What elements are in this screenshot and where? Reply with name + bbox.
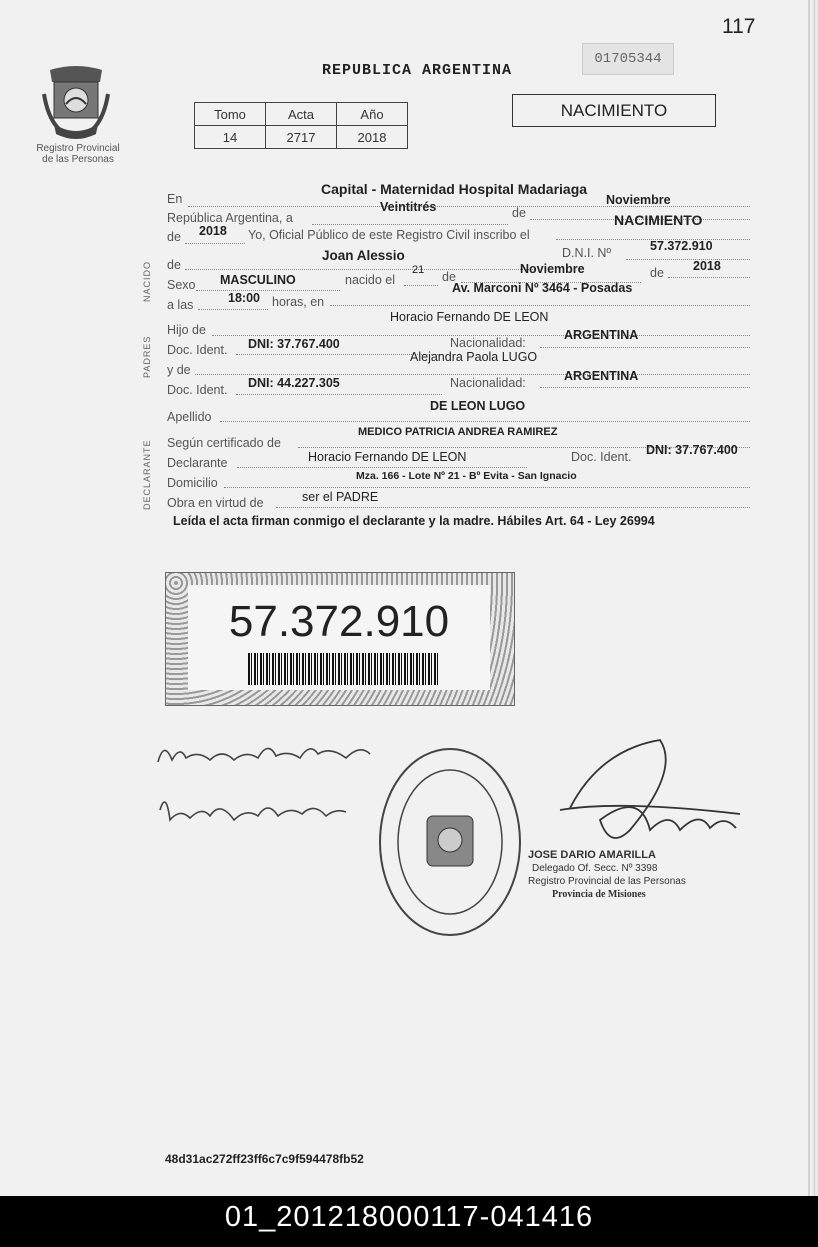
value-tomo: 14 [195, 126, 266, 149]
dotted-line [196, 289, 340, 291]
label-en: En [167, 192, 183, 206]
official-position-2: Registro Provincial de las Personas [528, 876, 686, 887]
label-sexo: Sexo [167, 278, 196, 292]
document-title: REPUBLICA ARGENTINA [322, 62, 513, 79]
value-declarante: Horacio Fernando DE LEON [308, 450, 467, 464]
page-edge [808, 0, 810, 1196]
value-domicilio: Mza. 166 - Lote Nº 21 - Bº Evita - San Ignacio [356, 470, 577, 482]
official-position-1: Delegado Of. Secc. Nº 3398 [532, 863, 658, 874]
dotted-line [626, 258, 750, 260]
dotted-line [330, 304, 750, 306]
label-segun: Según certificado de [167, 436, 281, 450]
barcode [248, 653, 438, 685]
value-hora: 18:00 [228, 291, 260, 305]
value-obra: ser el PADRE [302, 490, 379, 504]
page-edge [814, 0, 815, 1196]
dni-sticker [165, 572, 515, 706]
dotted-line [224, 486, 750, 488]
value-anio: 2018 [337, 126, 408, 149]
dotted-line [668, 276, 750, 278]
value-dia-letras: Veintitrés [380, 200, 437, 214]
document-type-box: NACIMIENTO [512, 94, 716, 127]
label-horas-en: horas, en [272, 295, 325, 309]
value-madre: Alejandra Paola LUGO [410, 350, 538, 364]
label-nacido-el: nacido el [345, 273, 396, 287]
closing-note: Leída el acta firman conmigo el declarante y la madre. Hábiles Art. 64 - Ley 26994 [173, 514, 655, 528]
dotted-line [236, 393, 442, 395]
dotted-line [220, 420, 750, 422]
value-anio: 2018 [199, 224, 227, 238]
label-y-de: y de [167, 363, 191, 377]
official-position-3: Provincia de Misiones [552, 889, 646, 900]
dotted-line [540, 346, 750, 348]
label-dni: D.N.I. Nº [562, 246, 612, 260]
value-padre: Horacio Fernando DE LEON [390, 310, 549, 324]
side-label-padres: PADRES [142, 335, 152, 378]
scan-footer-label: 01_201218000117-041416 [0, 1196, 818, 1247]
value-declarante-doc: DNI: 37.767.400 [646, 443, 738, 457]
provincial-seal-logo [40, 64, 112, 144]
page-number: 117 [722, 15, 756, 38]
label-de-2: de [167, 230, 181, 244]
dotted-line [195, 373, 750, 375]
label-de-5: de [650, 266, 664, 280]
dotted-line [312, 223, 508, 225]
serial-number: 01705344 [582, 43, 674, 75]
dni-sticker-inner [188, 585, 490, 690]
document-hash: 48d31ac272ff23ff6c7c9f594478fb52 [165, 1152, 364, 1166]
label-declarante: Declarante [167, 456, 228, 470]
label-doc-madre: Doc. Ident. [167, 383, 228, 397]
value-nac-mes: Noviembre [520, 262, 585, 276]
label-obra: Obra en virtud de [167, 496, 264, 510]
value-lugar: Capital - Maternidad Hospital Madariaga [321, 181, 588, 197]
label-nac-madre: Nacionalidad: [450, 376, 526, 390]
label-hijo-de: Hijo de [167, 323, 206, 337]
value-madre-nac: ARGENTINA [564, 369, 639, 383]
header-anio: Año [337, 103, 408, 126]
label-republica: República Argentina, a [167, 211, 293, 225]
dotted-line [540, 386, 750, 388]
value-apellido: DE LEON LUGO [430, 399, 526, 413]
dotted-line [185, 268, 535, 270]
dotted-line [185, 242, 245, 244]
official-stamp-text [528, 849, 686, 901]
registro-header-row [195, 103, 408, 126]
logo-caption: Registro Provincial de las Personas [36, 143, 120, 165]
label-a-las: a las [167, 298, 194, 312]
handwritten-signatures [150, 720, 390, 860]
value-mes: Noviembre [606, 193, 671, 207]
side-label-declarante: DECLARANTE [142, 439, 152, 510]
value-acta: 2717 [266, 126, 337, 149]
official-name: JOSE DARIO AMARILLA [528, 849, 656, 861]
value-nac-dia: 21 [412, 264, 425, 276]
value-madre-doc: DNI: 44.227.305 [248, 376, 340, 390]
value-nombre: Joan Alessio [322, 248, 405, 263]
value-padre-doc: DNI: 37.767.400 [248, 337, 340, 351]
value-padre-nac: ARGENTINA [564, 328, 639, 342]
label-de: de [512, 206, 526, 220]
dotted-line [198, 308, 268, 310]
value-nac-anio: 2018 [693, 259, 721, 273]
value-dni: 57.372.910 [650, 239, 713, 253]
registro-table [194, 102, 408, 149]
dotted-line [237, 466, 527, 468]
label-nac-padre: Nacionalidad: [450, 336, 526, 350]
label-apellido: Apellido [167, 410, 212, 424]
label-de-4: de [442, 270, 456, 284]
dotted-line [276, 506, 750, 508]
dotted-line [404, 284, 438, 286]
label-doc-declarante: Doc. Ident. [571, 450, 632, 464]
value-sexo: MASCULINO [220, 273, 296, 287]
value-direccion: Av. Marconi Nº 3464 - Posadas [452, 281, 633, 295]
label-de-3: de [167, 258, 181, 272]
value-tipo-inscripcion: NACIMIENTO [614, 212, 703, 228]
label-yo: Yo, Oficial Público de este Registro Civil inscribo el [248, 228, 530, 242]
dni-sticker-number: 57.372.910 [228, 597, 450, 646]
label-domicilio: Domicilio [167, 476, 218, 490]
header-acta: Acta [266, 103, 337, 126]
registro-value-row [195, 126, 408, 149]
header-tomo: Tomo [195, 103, 266, 126]
value-certificado: MEDICO PATRICIA ANDREA RAMIREZ [358, 426, 558, 438]
label-doc-padre: Doc. Ident. [167, 343, 228, 357]
side-label-nacido: NACIDO [142, 260, 152, 302]
